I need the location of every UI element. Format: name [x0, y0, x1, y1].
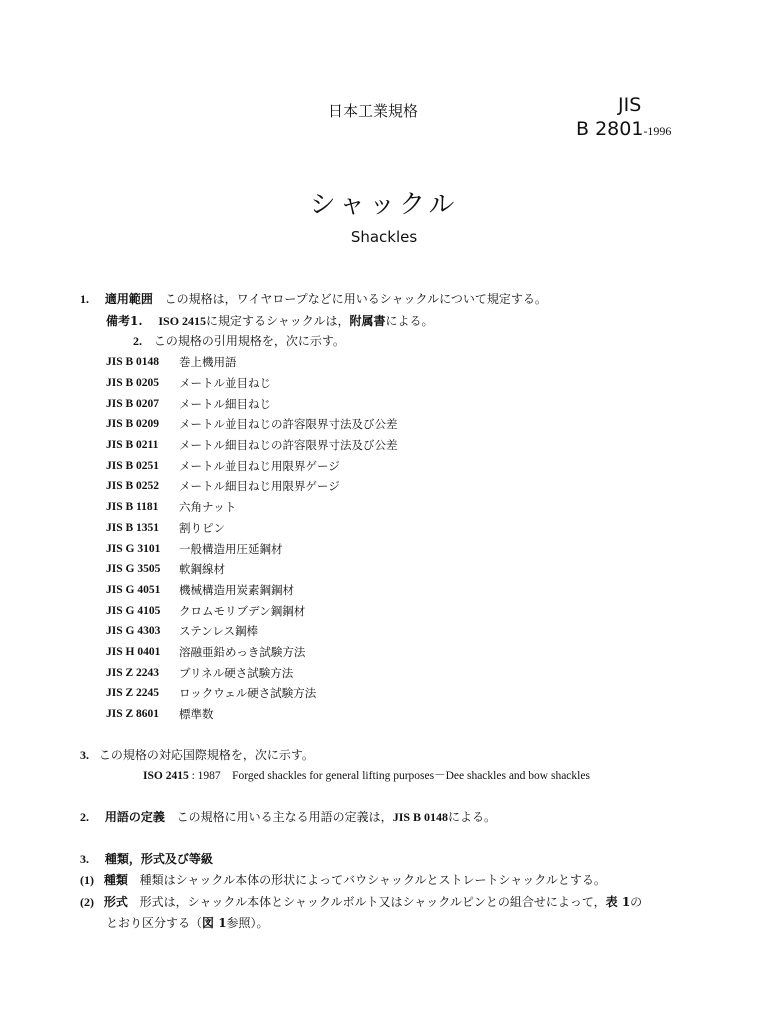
- ref-code: JIS B 0211: [106, 439, 159, 452]
- list-item: [106, 704, 398, 725]
- item-2-label: (2): [80, 895, 94, 909]
- ref-code: JIS Z 8601: [106, 708, 160, 721]
- page-subtitle: Shackles: [350, 228, 418, 246]
- ref-title: クロムモリブデン鋼鋼材: [179, 603, 306, 618]
- section-1-line: [80, 290, 547, 307]
- ref-title: ロックウェル硬さ試験方法: [179, 686, 317, 701]
- remark-3-text: この規格の対応国際規格を，次に示す。: [98, 748, 314, 762]
- item-2-heading: 形式: [103, 895, 128, 909]
- section-1-heading: 適用範囲: [104, 292, 153, 306]
- jis-label: JIS: [618, 94, 642, 116]
- ref-title: 巻上機用語: [179, 355, 237, 370]
- ref-code: JIS B 0251: [106, 459, 160, 472]
- ref-title: 標準数: [179, 707, 214, 722]
- list-item: [106, 662, 398, 683]
- remark-1-label: 備考1.: [106, 314, 143, 328]
- referenced-standards-list: [106, 352, 398, 724]
- ref-title: メートル並目ねじ: [179, 376, 271, 391]
- section-2-number: 2.: [80, 810, 89, 824]
- ref-code: JIS B 0205: [106, 377, 160, 390]
- list-item: [106, 352, 398, 373]
- item-2-figure-ref: 図 1: [202, 916, 227, 930]
- list-item: [106, 559, 398, 580]
- list-item: [106, 538, 398, 559]
- section-3-number: 3.: [80, 852, 89, 866]
- remark-1: [106, 312, 433, 329]
- standard-number: [576, 118, 671, 140]
- list-item: [106, 642, 398, 663]
- list-item: [106, 414, 398, 435]
- standard-code: B 2801: [576, 118, 644, 140]
- ref-title: ブリネル硬さ試験方法: [179, 665, 294, 680]
- remark-1-text: に規定するシャックルは，: [206, 314, 350, 328]
- list-item: [106, 497, 398, 518]
- standard-type: 日本工業規格: [328, 102, 419, 120]
- ref-title: 六角ナット: [179, 500, 237, 515]
- section-2-heading: 用語の定義: [104, 810, 165, 824]
- ref-title: メートル並目ねじ用限界ゲージ: [179, 458, 340, 473]
- ref-code: JIS B 0252: [106, 480, 160, 493]
- ref-title: メートル並目ねじの許容限界寸法及び公差: [179, 417, 398, 432]
- standard-year: -1996: [643, 124, 672, 138]
- section-3-item-2: [80, 893, 642, 910]
- remark-1-code: ISO 2415: [158, 314, 207, 328]
- section-1-number: 1.: [80, 292, 89, 306]
- list-item: [106, 621, 398, 642]
- item-1-heading: 種類: [103, 873, 128, 887]
- list-item: [106, 476, 398, 497]
- list-item: [106, 600, 398, 621]
- section-2-ref: JIS B 0148: [392, 810, 449, 824]
- ref-code: JIS G 3505: [106, 563, 161, 576]
- remark-2-text: この規格の引用規格を，次に示す。: [153, 334, 345, 348]
- ref-code: JIS G 4051: [106, 583, 161, 596]
- ref-title: 軟鋼線材: [179, 562, 225, 577]
- ref-title: ステンレス鋼棒: [179, 624, 259, 639]
- remark-1-annex: 附属書: [349, 314, 386, 328]
- section-2-line: [80, 808, 496, 825]
- list-item: [106, 435, 398, 456]
- item-2-line2-b: 参照）。: [226, 916, 269, 930]
- ref-code: JIS G 3101: [106, 542, 161, 555]
- section-2-end: による。: [448, 810, 497, 824]
- international-standard: [143, 767, 590, 783]
- remark-3-label: 3.: [80, 748, 89, 762]
- ref-code: JIS B 1181: [106, 501, 159, 514]
- ref-code: JIS B 0209: [106, 418, 160, 431]
- ref-code: JIS H 0401: [106, 645, 161, 658]
- ref-title: 溶融亜鉛めっき試験方法: [179, 644, 306, 659]
- item-2-table-ref: 表 1: [605, 895, 631, 909]
- list-item: [106, 455, 398, 476]
- item-1-text: 種類はシャックル本体の形状によってバウシャックルとストレートシャックルとする。: [139, 873, 606, 887]
- ref-code: JIS G 4303: [106, 625, 161, 638]
- item-2-text: 形式は，シャックル本体とシャックルボルト又はシャックルピンとの組合せによって，: [139, 895, 606, 909]
- item-2-line2-a: とおり区分する（: [106, 916, 203, 930]
- section-3-line: [80, 850, 213, 867]
- section-3-item-1: [80, 871, 606, 888]
- ref-code: JIS B 0207: [106, 397, 160, 410]
- ref-title: メートル細目ねじの許容限界寸法及び公差: [179, 438, 398, 453]
- section-2-text: この規格に用いる主なる用語の定義は，: [176, 810, 393, 824]
- ref-code: JIS B 1351: [106, 521, 160, 534]
- ref-title: 割りピン: [179, 520, 225, 535]
- intl-code: ISO 2415: [143, 770, 189, 782]
- list-item: [106, 393, 398, 414]
- page-title: シャックル: [309, 190, 459, 220]
- list-item: [106, 373, 398, 394]
- ref-title: 一般構造用圧延鋼材: [179, 541, 283, 556]
- remark-2: [133, 332, 345, 349]
- ref-title: メートル細目ねじ用限界ゲージ: [179, 479, 340, 494]
- remark-3: [80, 746, 314, 763]
- intl-title: : 1987 Forged shackles for general lifting purposes－Dee shackles and bow shackles: [191, 770, 590, 782]
- item-1-label: (1): [80, 873, 94, 887]
- section-1-text: この規格は，ワイヤロープなどに用いるシャックルについて規定する。: [164, 292, 547, 306]
- remark-2-label: 2.: [133, 334, 142, 348]
- list-item: [106, 518, 398, 539]
- ref-code: JIS Z 2243: [106, 666, 160, 679]
- ref-code: JIS B 0148: [106, 356, 160, 369]
- ref-code: JIS Z 2245: [106, 687, 160, 700]
- list-item: [106, 683, 398, 704]
- section-3-item-2-cont: [106, 914, 269, 931]
- remark-1-end: による。: [385, 314, 434, 328]
- section-3-heading: 種類，形式及び等級: [104, 852, 213, 866]
- ref-title: 機械構造用炭素鋼鋼材: [179, 582, 294, 597]
- ref-title: メートル細目ねじ: [179, 396, 271, 411]
- ref-code: JIS G 4105: [106, 604, 161, 617]
- list-item: [106, 580, 398, 601]
- item-2-end: の: [630, 895, 643, 909]
